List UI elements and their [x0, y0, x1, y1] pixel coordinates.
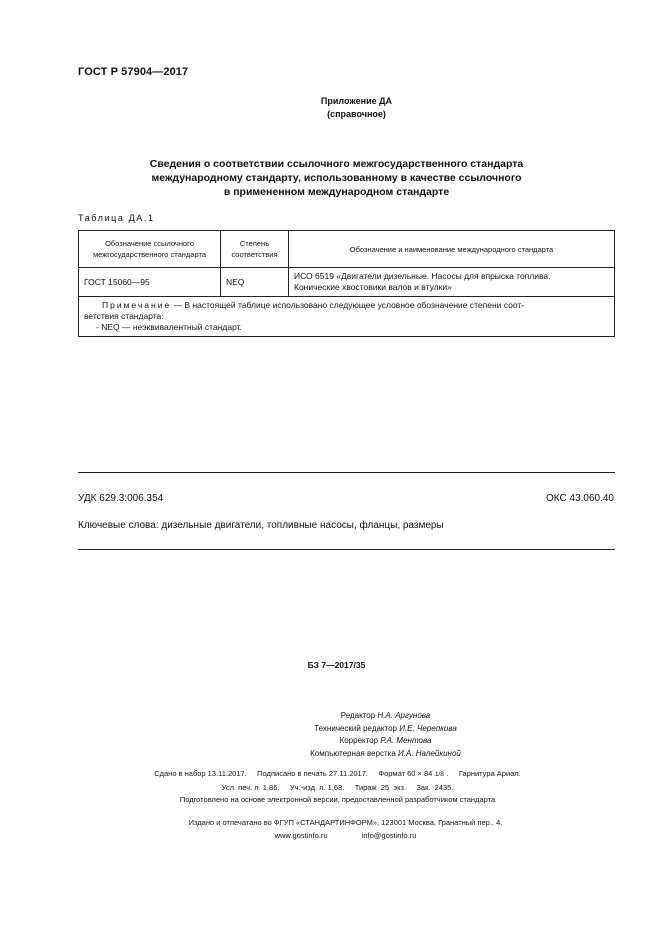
table-row: [79, 268, 615, 297]
table-note: [79, 297, 615, 337]
website-link[interactable]: www.gostinfo.ru: [274, 831, 328, 840]
imprint-line: Усл. печ. л. 1,86. Уч.-изд. л. 1,68. Тираж 25 экз. Зак. 2435.: [221, 782, 454, 792]
header-designation: Обозначение ссылочного межгосударственного стандарта: [79, 231, 221, 268]
cell-intl-standard: ИСО 6519 «Двигатели дизельные. Насосы для впрыска топлива. Конические хвостовики валов и втулки»: [289, 268, 615, 297]
imprint: [0, 768, 661, 807]
table-header-row: [79, 231, 615, 268]
keywords: Ключевые слова: дизельные двигатели, топливные насосы, фланцы, размеры: [78, 520, 444, 531]
publisher-line: Издано и отпечатано во ФГУП «СТАНДАРТИНФОРМ», 123001 Москва, Гранатный пер., 4.: [188, 818, 503, 827]
note-text: — В настоящей таблице использовано следующее условное обозначение степени соот-: [171, 300, 525, 310]
cell-degree: NEQ: [221, 268, 289, 297]
header-degree: Степень соответствия: [221, 231, 289, 268]
udk-code: УДК 629.3:006.354: [78, 493, 164, 504]
imprint-line: Подготовлено на основе электронной версии, предоставленной разработчиком стандарта: [179, 795, 496, 804]
document-code: ГОСТ Р 57904—2017: [78, 66, 189, 78]
annex-title: Приложение ДА: [320, 96, 393, 106]
correspondence-table: [78, 230, 615, 337]
cell-designation: ГОСТ 15060—95: [79, 268, 221, 297]
note-label: Примечание: [102, 300, 172, 310]
bz-number: БЗ 7—2017/35: [307, 660, 366, 670]
staff-row: Компьютерная верстка И.А. Налейкиной: [310, 748, 461, 758]
table-caption: Таблица ДА.1: [78, 213, 155, 223]
staff-row: Технический редактор И.Е. Черепкова: [314, 723, 457, 733]
section-heading: [0, 157, 661, 199]
table-note-row: [79, 297, 615, 337]
imprint-line: Сдано в набор 13.11.2017. Подписано в печать 27.11.2017. Формат 60 × 84 1/8 . Гарнитура Ариал.: [14, 768, 661, 782]
publisher-info: [0, 816, 661, 842]
divider: [78, 549, 615, 550]
divider: [78, 472, 615, 473]
note-text: ветствия стандарта:: [84, 311, 164, 321]
staff-row: Корректор Р.А. Ментова: [339, 736, 432, 745]
note-text: - NEQ — неэквивалентный стандарт.: [96, 322, 242, 332]
oks-code: ОКС 43.060.40: [546, 493, 614, 504]
format-fraction: 1/8: [434, 771, 444, 778]
email-link[interactable]: info@gostinfo.ru: [361, 831, 417, 840]
staff-row: Редактор Н.А. Аргунова: [340, 711, 431, 720]
annex-subtitle: (справочное): [327, 109, 386, 119]
heading-line: Сведения о соответствии ссылочного межгосударственного стандарта: [149, 158, 524, 170]
heading-line: в примененном международном стандарте: [223, 186, 450, 198]
heading-line: международному стандарту, использованному в качестве ссылочного: [151, 172, 522, 184]
publisher-contacts: [30, 829, 661, 842]
header-intl-standard: Обозначение и наименование международного стандарта: [289, 231, 615, 268]
staff-list: [0, 710, 661, 760]
